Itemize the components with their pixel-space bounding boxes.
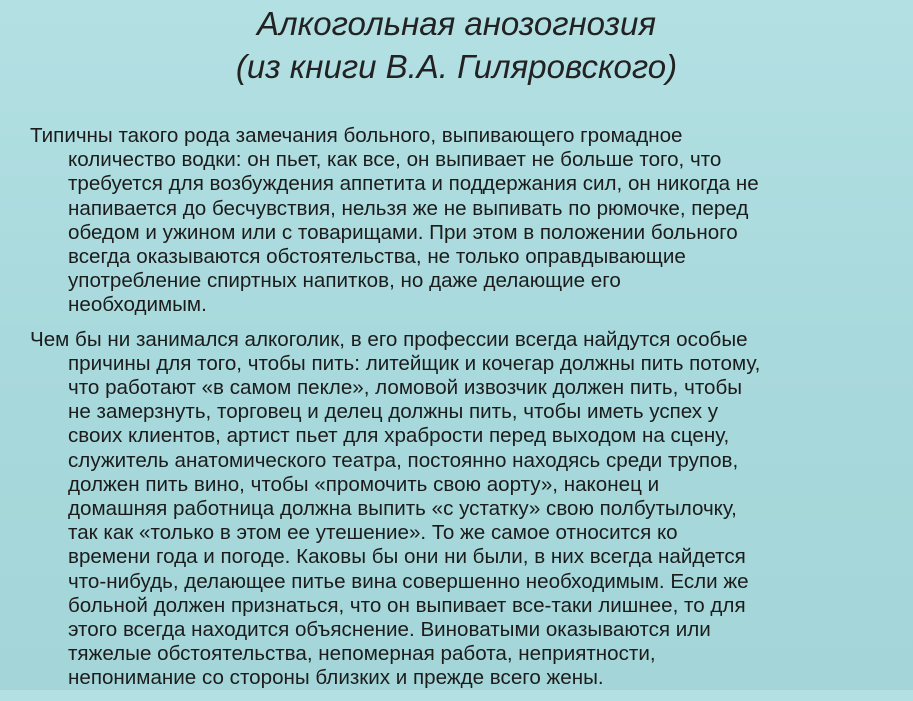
title-line-2: (из книги В.А. Гиляровского) xyxy=(235,48,678,85)
paragraph-line: употребление спиртных напитков, но даже делающие его xyxy=(68,269,621,293)
paragraph-line: что-нибудь, делающее питье вина совершенно необходимым. Если же xyxy=(68,569,749,593)
paragraph-1 xyxy=(30,124,900,318)
paragraph-line: тяжелые обстоятельства, непомерная работа, неприятности, xyxy=(68,642,656,666)
paragraph-line: Чем бы ни занимался алкоголик, в его профессии всегда найдутся особые xyxy=(30,327,748,351)
paragraph-line: что работают «в самом пекле», ломовой извозчик должен пить, чтобы xyxy=(68,376,743,400)
paragraph-line: времени года и погоде. Каковы бы они ни были, в них всегда найдется xyxy=(68,545,746,569)
paragraph-line: требуется для возбуждения аппетита и поддержания сил, он никогда не xyxy=(68,172,759,196)
paragraph-line: количество водки: он пьет, как все, он выпивает не больше того, что xyxy=(68,148,722,172)
slide-body xyxy=(30,124,900,701)
paragraph-line: причины для того, чтобы пить: литейщик и кочегар должны пить потому, xyxy=(68,351,761,375)
paragraph-line: необходимым. xyxy=(68,293,207,317)
paragraph-line: так как «только в этом ее утешение». То же самое относится ко xyxy=(68,521,678,545)
paragraph-line: должен пить вино, чтобы «промочить свою аорту», наконец и xyxy=(68,472,660,496)
paragraph-line: напивается до бесчувствия, нельзя же не выпивать по рюмочке, перед xyxy=(68,196,749,220)
paragraph-line: этого всегда находится объяснение. Виноватыми оказываются или xyxy=(68,618,711,642)
paragraph-line: домашняя работница должна выпить «с устатку» свою полбутылочку, xyxy=(68,497,737,521)
paragraph-line: обедом и ужином или с товарищами. При этом в положении больного xyxy=(68,220,738,244)
paragraph-line: служитель анатомического театра, постоянно находясь среди трупов, xyxy=(68,448,739,472)
paragraph-line: всегда оказываются обстоятельства, не только оправдывающие xyxy=(68,245,686,269)
paragraph-line: своих клиентов, артист пьет для храбрости перед выходом на сцену, xyxy=(68,424,730,448)
paragraph-2 xyxy=(30,328,900,691)
slide-title xyxy=(0,2,913,88)
paragraph-line: больной должен признаться, что он выпивает все-таки лишнее, то для xyxy=(68,593,746,617)
paragraph-line: непонимание со стороны близких и прежде всего жены. xyxy=(68,666,604,690)
title-line-1: Алкогольная анозогнозия xyxy=(257,5,656,42)
paragraph-line: Типичны такого рода замечания больного, выпивающего громадное xyxy=(30,124,683,147)
paragraph-line: не замерзнуть, торговец и делец должны пить, чтобы иметь успех у xyxy=(68,400,719,424)
